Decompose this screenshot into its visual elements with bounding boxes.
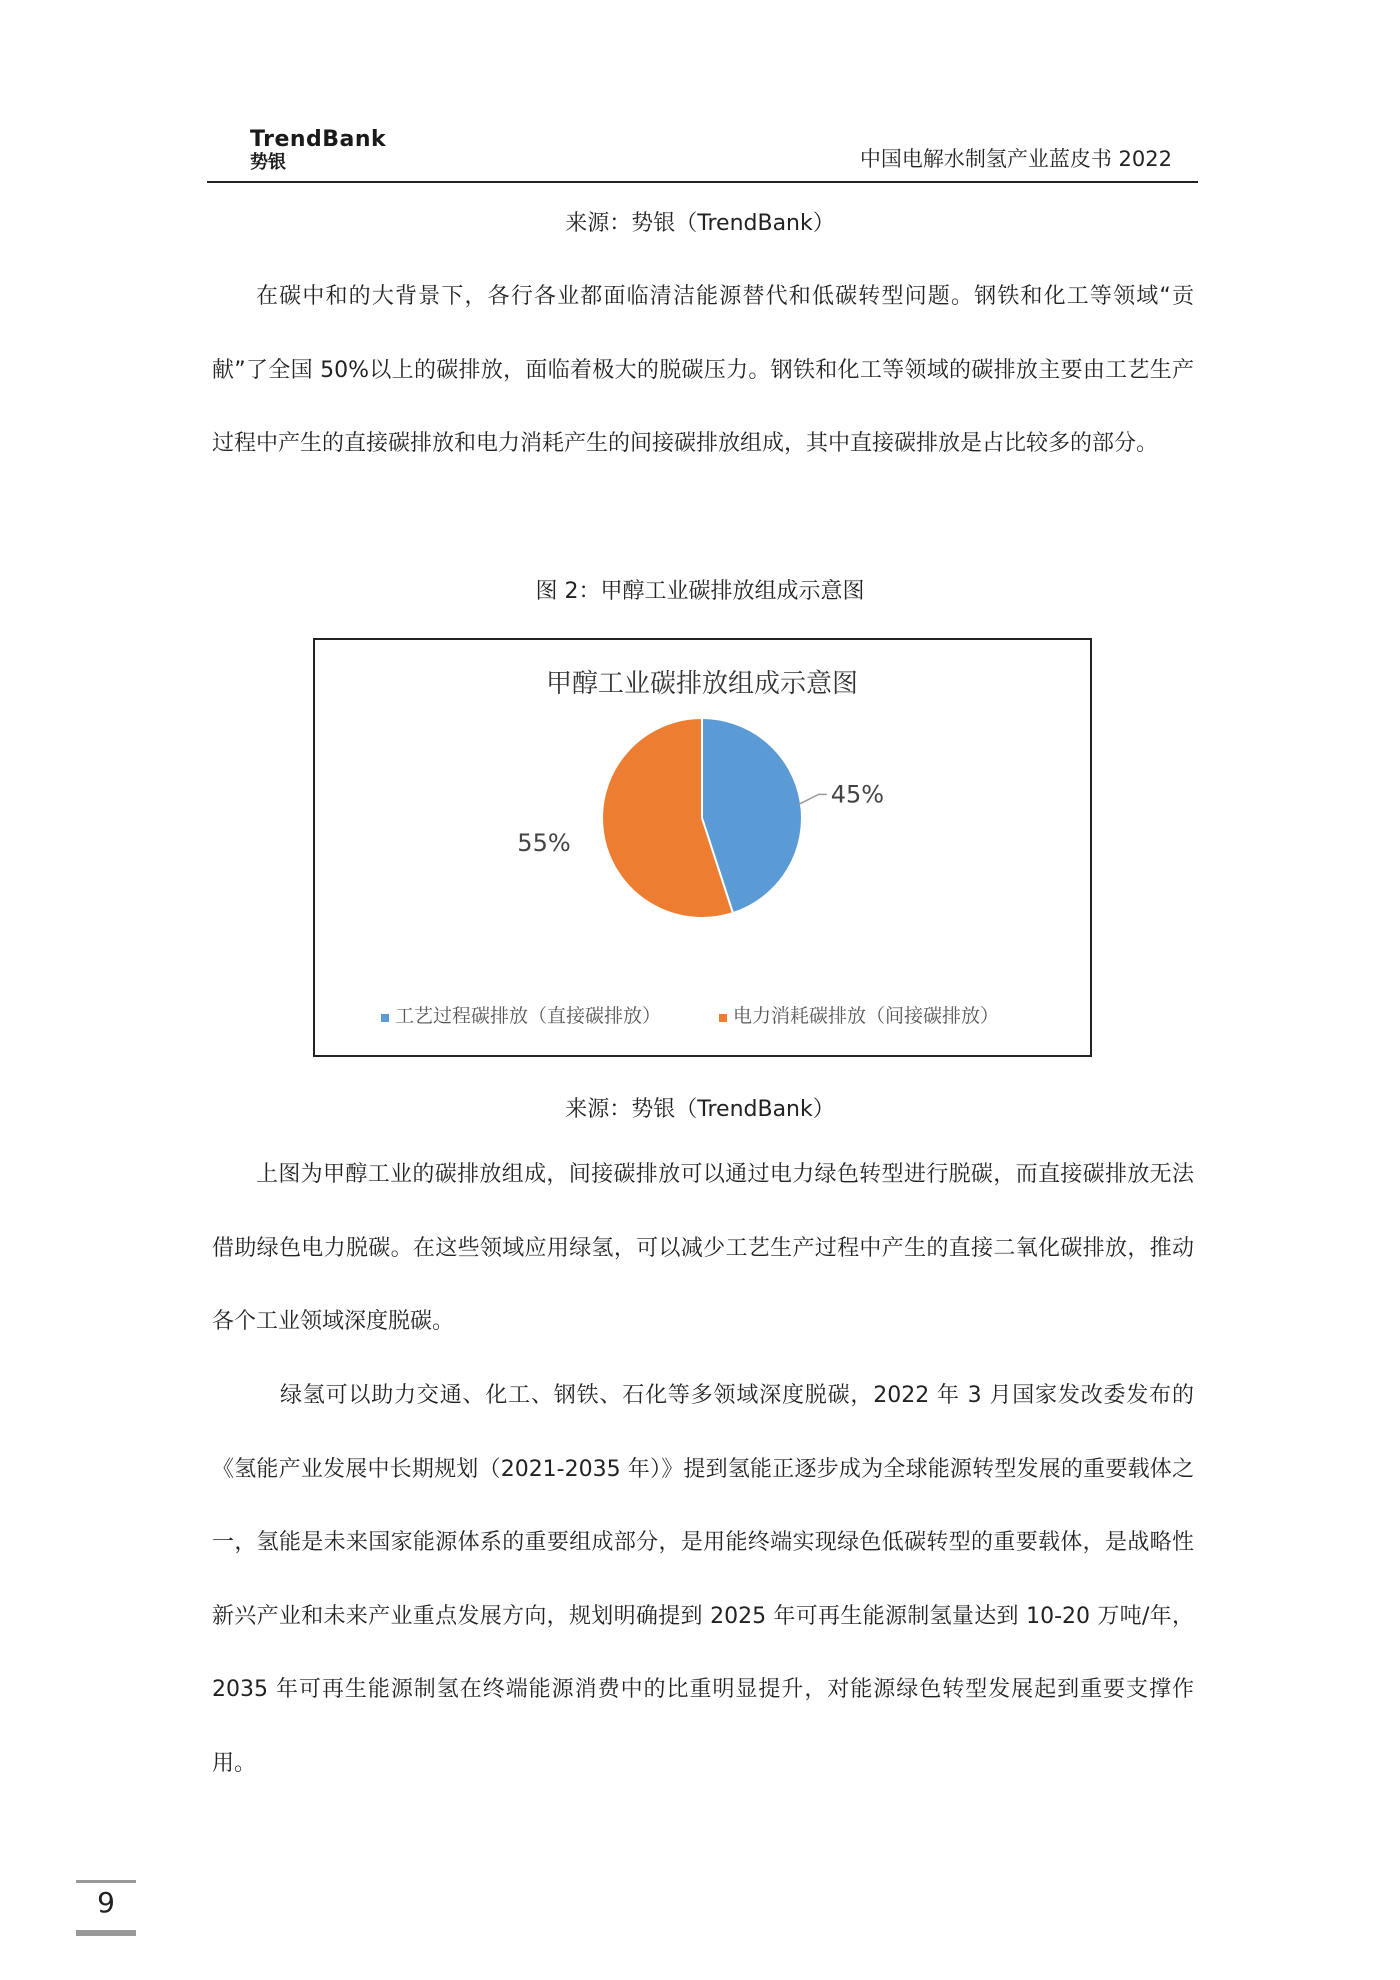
legend-label-2: 电力消耗碳排放（间接碳排放） <box>733 1005 1000 1027</box>
pie-chart-canvas <box>315 640 1090 1055</box>
header-title: 中国电解水制氢产业蓝皮书 2022 <box>859 147 1172 171</box>
legend-swatch-2 <box>719 1014 727 1022</box>
page-number-bottom-bar <box>76 1930 136 1936</box>
paragraph-1: 在碳中和的大背景下，各行各业都面临清洁能源替代和低碳转型问题。钢铁和化工等领域“贡献”了全国 50%以上的碳排放，面临着极大的脱碳压力。钢铁和化工等领域的碳排放主要由工艺生产过程中产生的直接碳排放和电力消耗产生的间接碳排放组成，其中直接碳排放是占比较多的部分。 <box>212 284 1194 456</box>
figure-caption: 图 2：甲醇工业碳排放组成示意图 <box>535 579 865 604</box>
data-label-1: 45% <box>830 780 885 809</box>
source-note-bottom: 来源：势银（TrendBank） <box>565 1097 835 1122</box>
chart-title: 甲醇工业碳排放组成示意图 <box>545 669 859 699</box>
source-note-top: 来源：势银（TrendBank） <box>565 211 835 236</box>
pie-chart <box>313 638 1092 1057</box>
legend-label-1: 工艺过程碳排放（直接碳排放） <box>395 1005 662 1027</box>
paragraph-2: 上图为甲醇工业的碳排放组成，间接碳排放可以通过电力绿色转型进行脱碳，而直接碳排放无法借助绿色电力脱碳。在这些领域应用绿氢，可以减少工艺生产过程中产生的直接二氧化碳排放，推动各个工业领域深度脱碳。 <box>212 1162 1194 1334</box>
legend-swatch-1 <box>381 1014 389 1022</box>
logo-english: TrendBank <box>250 127 387 152</box>
data-label-2: 55% <box>517 829 571 858</box>
logo-chinese: 势银 <box>250 152 286 173</box>
data-label-leader-line <box>799 794 827 804</box>
page-number: 9 <box>97 1886 115 1919</box>
brand-logo <box>250 128 386 174</box>
page-number-top-bar <box>76 1880 136 1883</box>
header-divider <box>207 181 1198 183</box>
paragraph-3: 绿氢可以助力交通、化工、钢铁、石化等多领域深度脱碳，2022 年 3 月国家发改委发布的《氢能产业发展中长期规划（2021-2035 年）》提到氢能正逐步成为全球能源转型发展的重要载体之一，氢能是未来国家能源体系的重要组成部分，是用能终端实现绿色低碳转型的重要载体，是战略性新兴产业和未来产业重点发展方向，规划明确提到 2025 年可再生能源制氢量达到 10-20 万吨/年，2035 年可再生能源制氢在终端能源消费中的比重明显提升，对能源绿色转型发展起到重要支撑作用。 <box>212 1383 1194 1776</box>
